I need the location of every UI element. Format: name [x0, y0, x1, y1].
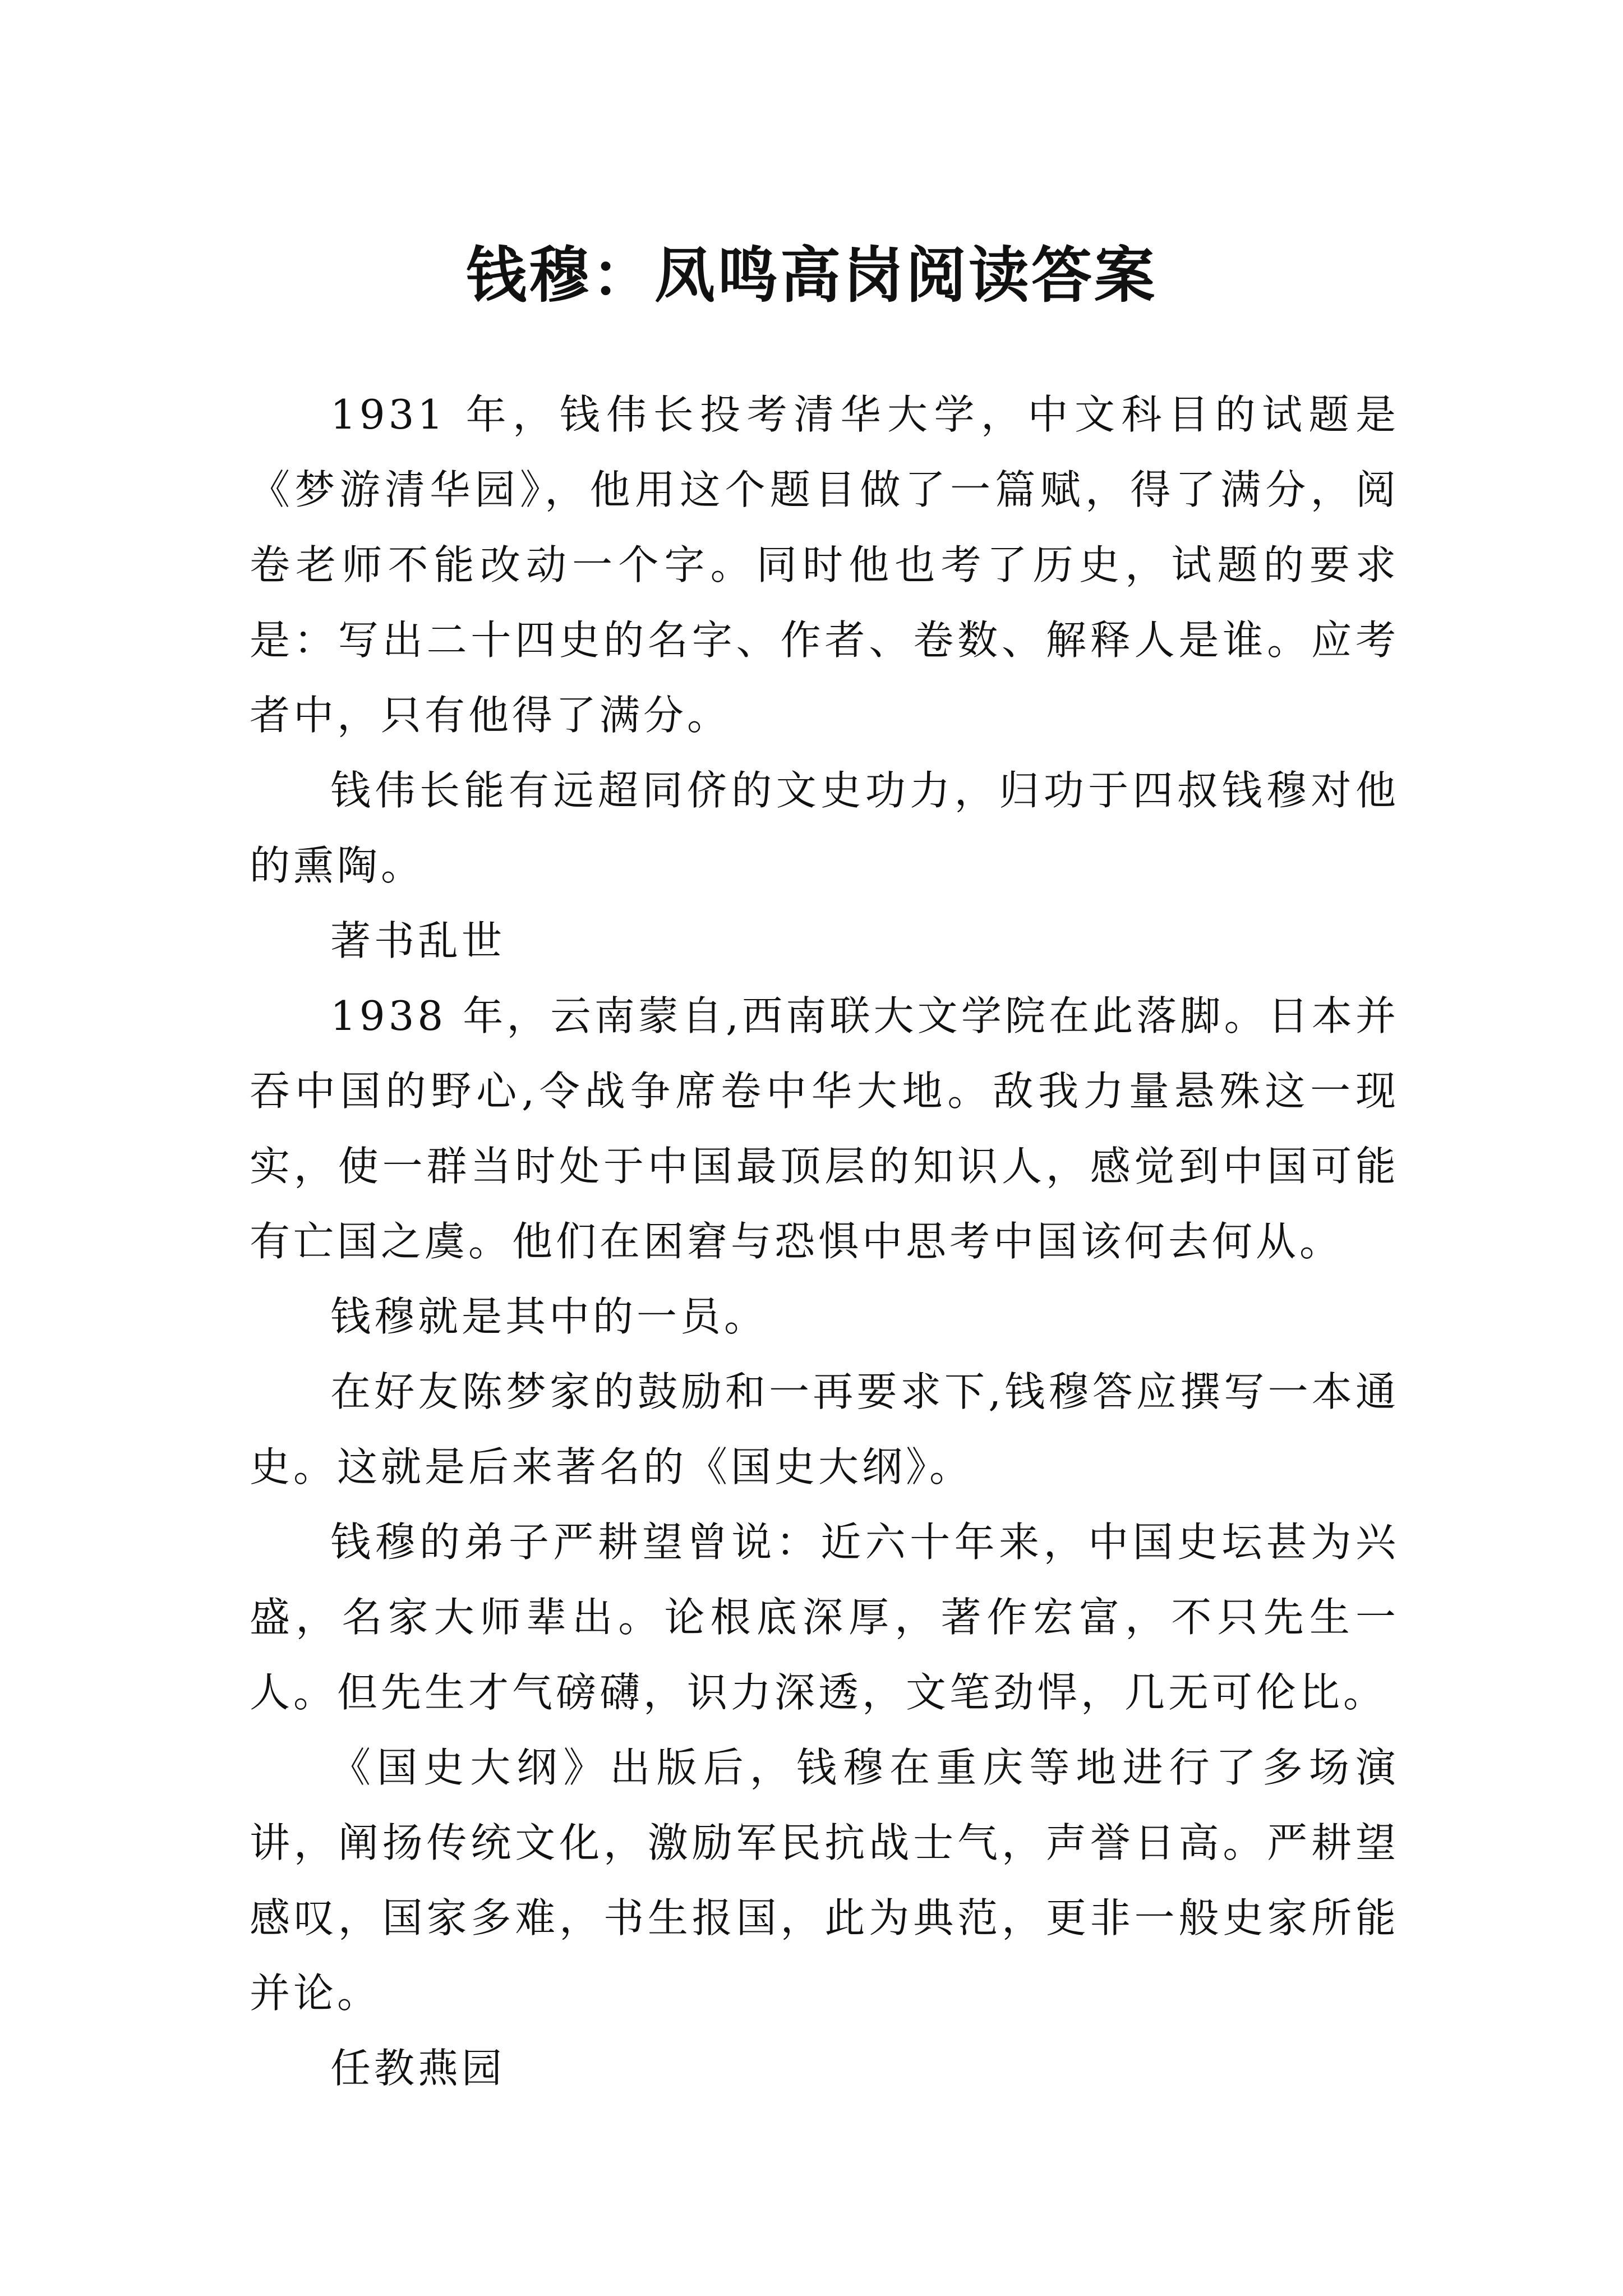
paragraph: 钱穆的弟子严耕望曾说：近六十年来，中国史坛甚为兴盛，名家大师辈出。论根底深厚，著作宏富，不只先生一人。但先生才气磅礴，识力深透，文笔劲悍，几无可伦比。 [250, 1519, 1399, 1716]
document-body [250, 377, 1399, 2106]
paragraph: 钱穆就是其中的一员。 [330, 1293, 768, 1340]
paragraph: 1931 年，钱伟长投考清华大学，中文科目的试题是《梦游清华园》，他用这个题目做了一篇赋，得了满分，阅卷老师不能改动一个字。同时他也考了历史，试题的要求是：写出二十四史的名字、作者、卷数、解释人是谁。应考者中，只有他得了满分。 [250, 391, 1399, 739]
paragraph: 《国史大纲》出版后，钱穆在重庆等地进行了多场演讲，阐扬传统文化，激励军民抗战士气，声誉日高。严耕望感叹，国家多难，书生报国，此为典范，更非一般史家所能并论。 [250, 1744, 1399, 2017]
document-title: 钱穆：凤鸣高岗阅读答案 [465, 241, 1157, 311]
section-heading: 著书乱世 [330, 917, 506, 964]
paragraph: 在好友陈梦家的鼓励和一再要求下,钱穆答应撰写一本通史。这就是后来著名的《国史大纲》。 [250, 1368, 1399, 1490]
paragraph: 钱伟长能有远超同侪的文史功力，归功于四叔钱穆对他的熏陶。 [250, 767, 1399, 889]
paragraph: 1938 年，云南蒙自,西南联大文学院在此落脚。日本并吞中国的野心,令战争席卷中华大地。敌我力量悬殊这一现实，使一群当时处于中国最顶层的知识人，感觉到中国可能有亡国之虞。他们在困窘与恐惧中思考中国该何去何从。 [250, 992, 1399, 1265]
section-heading: 任教燕园 [330, 2045, 506, 2092]
